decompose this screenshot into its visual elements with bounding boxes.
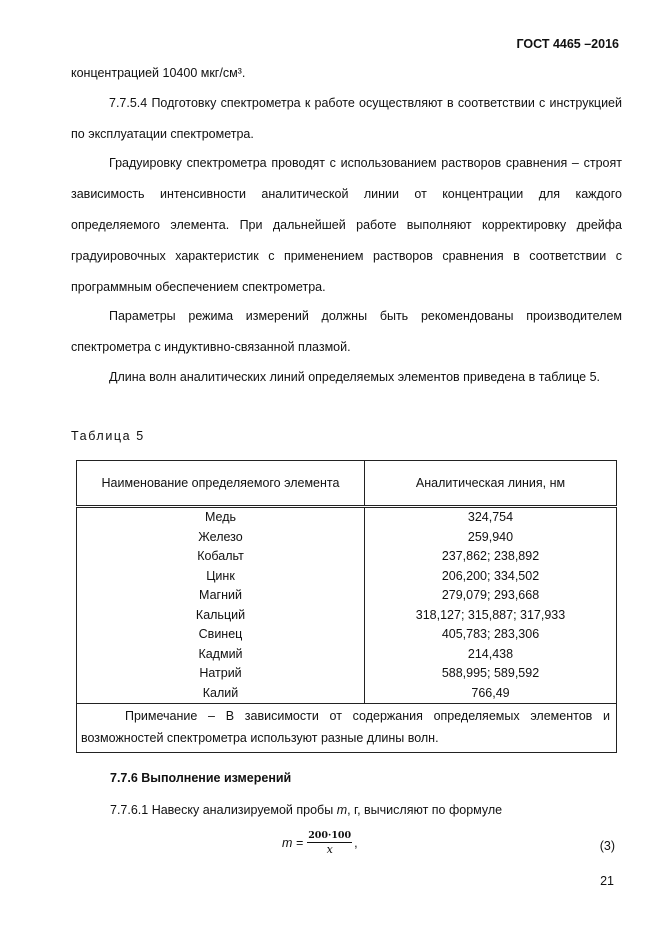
formula-comma: , — [354, 836, 358, 850]
section-title: 7.7.6 Выполнение измерений — [110, 771, 292, 785]
analytical-line-cell: 259,940 — [365, 528, 617, 548]
analytical-line-cell: 766,49 — [365, 684, 617, 704]
table-row — [77, 645, 617, 665]
formula-lhs: m = — [282, 836, 304, 850]
table-row — [77, 586, 617, 606]
analytical-line-cell: 324,754 — [365, 507, 617, 528]
paragraph-measurement-parameters: Параметры режима измерений должны быть рекомендованы производителем спектрометра с индуктивно-связанной плазмой. — [71, 309, 622, 354]
table-row — [77, 567, 617, 587]
header-analytical-line: Аналитическая линия, нм — [365, 461, 617, 507]
page-number: 21 — [600, 874, 614, 888]
analytical-line-cell: 318,127; 315,887; 317,933 — [365, 606, 617, 626]
paragraph-wavelengths: Длина волн аналитических линий определяемых элементов приведена в таблице 5. — [109, 370, 601, 384]
table-row — [77, 684, 617, 704]
analytical-line-cell: 206,200; 334,502 — [365, 567, 617, 587]
paragraph-7-7-6-1: 7.7.6.1 Навеску анализируемой пробы m, г, вычисляют по формуле — [110, 803, 503, 817]
formula-3 — [282, 830, 358, 856]
table-row — [77, 528, 617, 548]
analytical-line-cell: 405,783; 283,306 — [365, 625, 617, 645]
element-name-cell: Свинец — [77, 625, 365, 645]
element-name-cell: Калий — [77, 684, 365, 704]
table-row — [77, 606, 617, 626]
equation-number: (3) — [599, 839, 615, 853]
formula-numerator: 200·100 — [308, 830, 352, 841]
wavelength-table — [76, 460, 617, 753]
element-name-cell: Натрий — [77, 664, 365, 684]
element-name-cell: Железо — [77, 528, 365, 548]
paragraph-concentration: концентрацией 10400 мкг/см³. — [71, 66, 246, 80]
table-row — [77, 664, 617, 684]
element-name-cell: Кобальт — [77, 547, 365, 567]
element-name-cell: Кадмий — [77, 645, 365, 665]
formula-denominator: x — [326, 843, 333, 856]
element-name-cell: Магний — [77, 586, 365, 606]
element-name-cell: Медь — [77, 507, 365, 528]
element-name-cell: Кальций — [77, 606, 365, 626]
table-header-row — [77, 461, 617, 507]
paragraph-calibration: Градуировку спектрометра проводят с использованием растворов сравнения – строят зависимость интенсивности аналитической линии от концентрации для каждого определяемого элемента. При дальнейшей работе выполняют корректировку дрейфа градуировочных характеристик с применением растворов сравнения в соответствии с программным обеспечением спектрометра. — [71, 156, 622, 294]
analytical-line-cell: 279,079; 293,668 — [365, 586, 617, 606]
variable-m: m — [336, 803, 348, 817]
analytical-line-cell: 237,862; 238,892 — [365, 547, 617, 567]
formula-fraction — [307, 830, 352, 856]
element-name-cell: Цинк — [77, 567, 365, 587]
header-element-name: Наименование определяемого элемента — [77, 461, 365, 507]
analytical-line-cell: 588,995; 589,592 — [365, 664, 617, 684]
table-row — [77, 507, 617, 528]
paragraph-7-7-5-4: 7.7.5.4 Подготовку спектрометра к работе осуществляют в соответствии с инструкцией по эксплуатации спектрометра. — [71, 96, 622, 141]
table-body — [77, 507, 617, 704]
table-note-row — [77, 704, 617, 753]
analytical-line-cell: 214,438 — [365, 645, 617, 665]
table-note — [77, 704, 617, 753]
table-caption: Таблица 5 — [71, 429, 145, 443]
table-row — [77, 625, 617, 645]
document-code: ГОСТ 4465 –2016 — [516, 37, 619, 51]
table-note-text: Примечание – В зависимости от содержания определяемых элементов и возможностей спектрометра используют разные длины волн. — [81, 709, 610, 745]
table-row — [77, 547, 617, 567]
